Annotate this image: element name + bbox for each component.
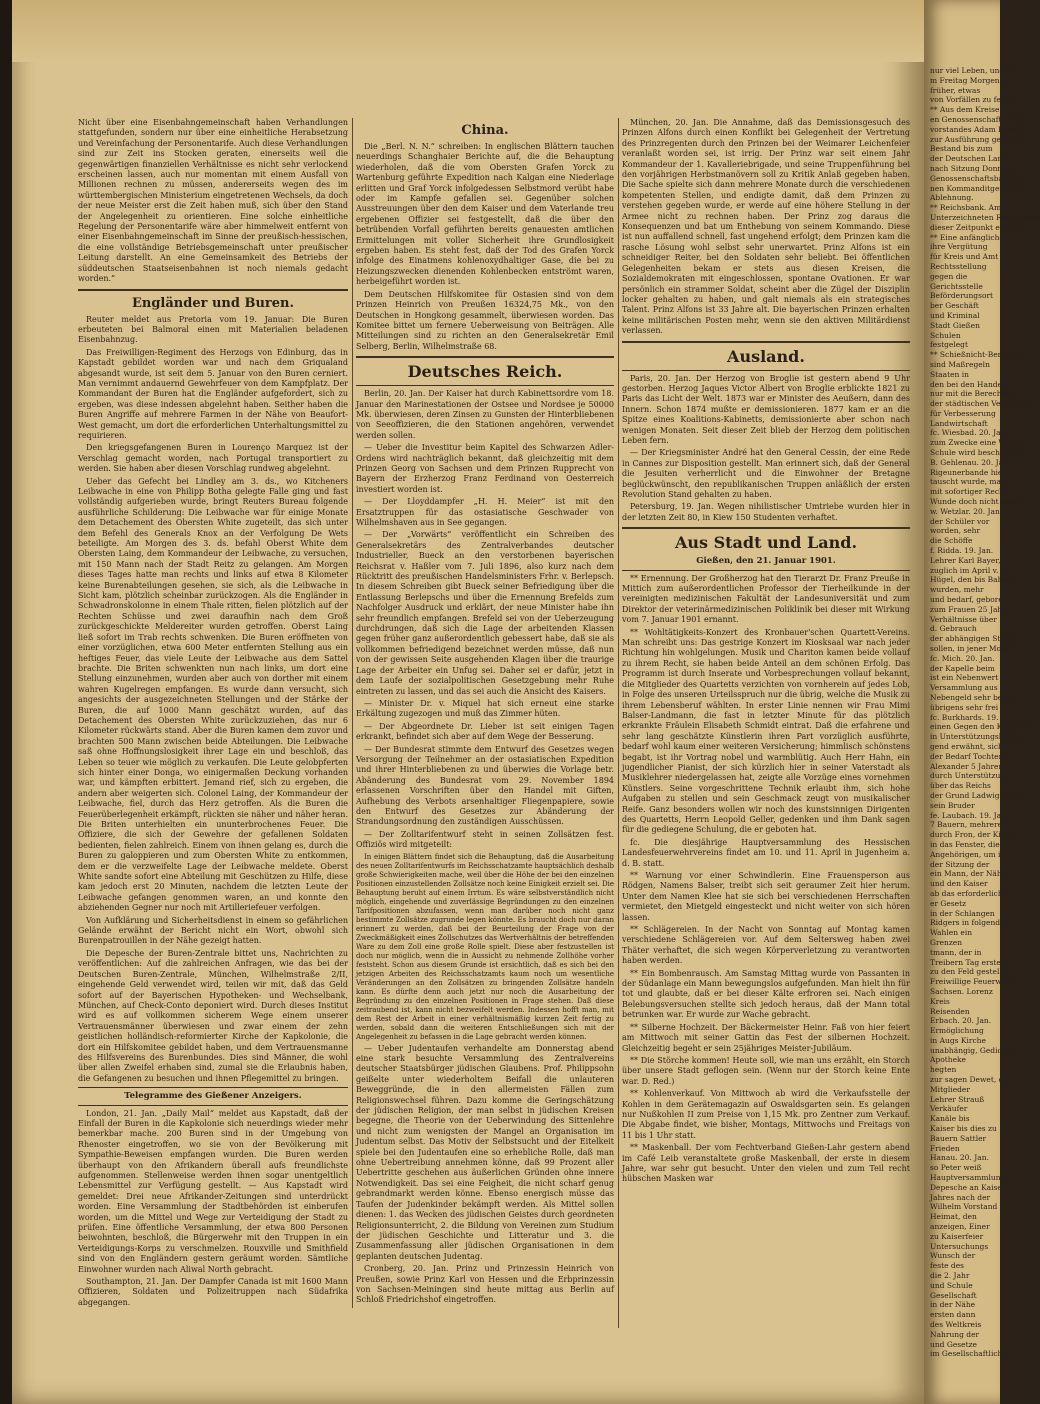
adjacent-page-strip	[924, 0, 1040, 1404]
adjacent-page-line: in der Nähe	[930, 1300, 976, 1310]
adjacent-page-line: der Bedarf Tochtern	[930, 751, 1008, 761]
reich-paragraph: — Minister Dr. v. Miquel hat sich erneut eine starke Erkältung zugezogen und muß das Zimmer hüten.	[356, 698, 614, 719]
china-paragraph: Dem Deutschen Hilfskomitee für Ostasien sind von dem Prinzen Heinrich von Preußen 16324,75 Mk., von den Deutschen in Hongkong gesammelt, überwiesen worden. Das Komitee bittet um fernere Ueberweisung von Beiträgen. Alle Mitteilungen sind zu richten an den Generalsekretär Emil Selberg, Berlin, Wilhelmstraße 68.	[356, 289, 614, 351]
adjacent-page-line: vorstandes Adam Donner	[930, 124, 1027, 134]
binding-gutter	[0, 0, 12, 1404]
adjacent-page-line: ** Eine anfängliche	[930, 232, 1004, 242]
heading-ausland: Ausland.	[727, 346, 805, 366]
adjacent-page-line: sind Maßregeln	[930, 359, 990, 369]
local-paragraph: ** Ein Bombenrausch. Am Samstag Mittag wurde von Passanten in der Südanlage ein Mann bewegungslos aufgefunden. Man hielt ihn für tot und glaubte, daß er bei dieser Kälte erfroren sei. Nach einigen Belebungsversuchen stellte sich jedoch heraus, daß der Mann total betrunken war. Er wurde zur Wache gebracht.	[622, 968, 910, 1020]
adjacent-page-line: von Vorfällen zu feiern.	[930, 95, 1019, 105]
adjacent-page-line: Rigeunerbande hier	[930, 467, 1006, 477]
adjacent-page-line: einen Gegen den Kaufmann	[930, 722, 1036, 732]
adjacent-page-line: den bei den Handelsk.	[930, 379, 1016, 389]
column-middle	[356, 118, 614, 1320]
section-divider	[78, 289, 348, 291]
adjacent-page-line: Wilhelm Vorstand	[930, 1202, 998, 1212]
adjacent-page-line: Rechtsstellung	[930, 261, 987, 271]
reich-paragraph: — Der Bundesrat stimmte dem Entwurf des Gesetzes wegen Versorgung der Teilnehmer an der ostasiatischen Expedition und ihrer Hinterbliebenen zu und überwies die Vorlage betr. Abänderung des Bundesrat vom 29. November 1894 erlassenen Vorschriften über den Handel mit Giften, Aufhebung des Verbots arsenhaltiger Fliegenpapiere, sowie den Entwurf des Gesetzes zur Abänderung der Strandungsordnung den zuständigen Ausschüssen.	[356, 744, 614, 827]
column-rule-1	[352, 118, 353, 1308]
adjacent-page-line: Heimat, den	[930, 1212, 977, 1222]
adjacent-page-line: Verhältnisse über	[930, 614, 997, 624]
adjacent-page-line: und Gesetze	[930, 1339, 977, 1349]
adjacent-page-line: nur viel Leben, und da	[930, 66, 1016, 75]
adjacent-page-line: ist ein Nebenwert	[930, 673, 999, 683]
heading-telegramme: Telegramme des Gießener Anzeigers.	[124, 1091, 302, 1102]
adjacent-page-line: Gesellschaft	[930, 1290, 977, 1300]
adjacent-page-line: Wunde doch nicht mehr	[930, 497, 1022, 507]
adjacent-page-line: durch Fron, der Kirche	[930, 830, 1018, 840]
adjacent-page-line: die Schöffe	[930, 536, 973, 546]
adjacent-page-line: und Kriminal	[930, 310, 980, 320]
adjacent-page-line: der städtischen Verwaltung	[930, 399, 1035, 409]
section-divider	[622, 341, 910, 343]
adjacent-page-line: f. Ridda. 19. Jan.	[930, 546, 994, 556]
adjacent-page-line: Treibern Tag erstellt	[930, 957, 1009, 967]
adjacent-page-line: Freiwillige Feuerwehr	[930, 977, 1015, 987]
adjacent-page-line: unabhängig, Gedichts	[930, 1045, 1014, 1055]
adjacent-page-line: Hanau. 20. Jan.	[930, 1153, 989, 1163]
adjacent-page-line: fc. Burkhards. 19.	[930, 712, 999, 722]
zolltarif-quote: In einigen Blättern findet sich die Behauptung, daß die Ausarbeitung des neuen Zolltarifentwurfs im Reichsschatzamte hauptsächlich deshalb große Schwierigkeiten mache, weil über die Höhe der bei den einzelnen Positionen einzustellenden Zollsätze noch keine Einigkeit erzielt sei. Die Behauptung beruht auf einem Irrtum. Es wäre selbstverständlich nicht möglich, eingehende und zuverlässige Begründungen zu den einzelnen Tarifpositionen abzufassen, wenn man darüber noch nicht ganz bestimmte Zollsätze zugrunde legen könnte. Es braucht doch nur daran erinnert zu werden, daß bei der Beurteilung der Frage von der Zweckmäßigkeit eines Zollschutzes das Wertverhältnis der betreffenden Ware zu dem Zoll eine große Rolle spielt. Diese aber festzustellen ist doch nur möglich, wenn die in Aussicht zu nehmende Zollhöhe vorher feststeht. Schon aus diesem Grunde ist ersichtlich, daß es sich bei den jetzigen Arbeiten des Reichsschatzamts kaum noch um wesentliche Veränderungen an den Zollsätzen zu bringenden Zollsätze handeln kann. Es dürfte denn auch jetzt nur noch die Ausarbeitung der Begründung zu den einzelnen Positionen in Frage stehen. Daß diese zeitraubend ist, kann nicht bezweifelt werden. Indessen hofft man, mit dem Rest der Arbeit in einer verhältnismäßig kurzen Zeit fertig zu werden, sobald dann die weiteren Entschließungen sich mit der Angelegenheit zu befassen in die Lage gebracht werden können.	[356, 852, 614, 1041]
adjacent-page-line: der Sitzung der	[930, 859, 990, 869]
adjacent-page-line: mit sofortiger Reche	[930, 487, 1009, 497]
adjacent-page-line: sein Bruder	[930, 800, 975, 810]
buren-paragraph: Von Aufklärung und Sicherheitsdienst in einem so gefährlichen Gelände erwähnt der Bericht nicht ein Wort, obwohl sich Burenpatrouillen in der Nähe gezeigt hatten.	[78, 915, 348, 946]
adjacent-page-line: übrigens sehr frei	[930, 702, 999, 712]
adjacent-page-line: tmann, der in	[930, 947, 982, 957]
section-divider	[78, 1105, 348, 1106]
local-paragraph: ** Maskenball. Der vom Fechtverband Gießen-Lahr gestern abend im Café Leib veranstaltete große Maskenball, der erste in diesem Jahre, war sehr gut besucht. Unter den vielen und zum Teil recht hübschen Masken war	[622, 1143, 910, 1184]
adjacent-page-line: Ridgers in folgenden	[930, 918, 1010, 928]
heading-deutsches-reich: Deutsches Reich.	[407, 362, 563, 382]
reich-paragraph: — Der „Vorwärts“ veröffentlicht ein Schreiben des Generalsekretärs des Zentralverbandes deutscher Industrieller, Bueck an den verstorbenen bayerischen Reichsrat v. Haßler vom 7. Juli 1896, also kurz nach dem Rücktritt des preußischen Handelsministers Frhr. v. Berlepsch. In diesem Schreiben gibt Bueck seiner Befriedigung über die Entlassung Berlepschs und über die Ernennung Brefelds zum Nachfolger Ausdruck und erklärt, der neue Minister habe ihn sehr freundlich empfangen. Brefeld sei von der Ueberzeugung durchdrungen, daß sich die Lage der arbeitenden Klassen gegen früher ganz außerordentlich gebessert habe, daß sie als vollkommen befriedigend bezeichnet werden müsse, daß nun von der gewissen Seite ausgehenden Klagen über die traurige Lage der Arbeiter ein Unfug sei. Daher sei er dafür, jetzt in dem Laufe der sozialpolitischen Gesetzgebung mehr Ruhe eintreten zu lassen, und das sei auch die Ansicht des Kaisers.	[356, 530, 614, 696]
local-paragraph: ** Die Störche kommen! Heute soll, wie man uns erzählt, ein Storch über unsere Stadt geflogen sein. (Wenn nur der Storch keine Ente war. D. Red.)	[622, 1055, 910, 1086]
adjacent-page-line: Wunsch der	[930, 1251, 976, 1261]
adjacent-page-line: ** Schießnicht-Berechtig.	[930, 350, 1028, 360]
adjacent-page-line: nach Sitzung Donners	[930, 163, 1015, 173]
adjacent-page-line: worden, sehr	[930, 526, 981, 536]
ausland-paragraph: Petersburg, 19. Jan. Wegen nihilistischer Umtriebe wurden hier in der letzten Zeit 80, in Kiew 150 Studenten verhaftet.	[622, 502, 910, 522]
adjacent-page-line: zu den Feld gestellt	[930, 967, 1005, 977]
adjacent-page-line: Bestand bis zum	[930, 144, 993, 154]
adjacent-page-line: Kanäle bis	[930, 1114, 970, 1124]
buren-paragraph: Reuter meldet aus Pretoria vom 19. Januar: Die Buren erbeuteten bei Balmoral einen mit Materialien beladenen Eisenbahnzug.	[78, 314, 348, 345]
adjacent-page-line: der abhängigen Streng.	[930, 634, 1021, 644]
adjacent-page-line: für Verbesserung	[930, 408, 996, 418]
ausland-paragraph: — Der Kriegsminister André hat den General Cessin, der eine Rede in Cannes zur Disposition gestellt. Man erinnert sich, daß der General die Jesuiten verherrlicht und die Einwohner der Bretagne beglückwünscht, den republikanischen Truppen anläßlich der ersten Revolution Stand gehalten zu haben.	[622, 448, 910, 499]
adjacent-page-line: Verkäufer	[930, 1104, 968, 1114]
local-paragraph: ** Wohltätigkeits-Konzert des Kronbauer'schen Quartett-Vereins. Man schreibt uns: Das gestrige Konzert im Kiosksaal war nach jeder Richtung hin wohlgelungen. Musik und Chariton kamen beide vollauf zu ihrem Recht, sie haben beide Anteil an dem schönen Erfolg. Das Programm ist durch Inserate und Vorbesprechungen vollauf bekannt, die Mitglieder des Quartetts verzichten von vornherein auf jedes Lob, in Folge des unseren Urteilsspruch nur die übrig, welche die Musik zu ihrem Lebensberuf wählten. In erster Linie nennen wir Frau Mimi Balser-Landmann, die fast in letzter Minute für das plötzlich erkrankte Fräulein Elisabeth Schmidt eintrat. Daß die erfahrene und sehr lang geschätzte Künstlerin ihren Part vorzüglich ausführte, bedarf wohl kaum einer weiteren Versicherung; himmlisch schönstens begabt, ist ihr Vortrag nobel und warmblütig. Auch Herr Hahn, ein jugendlicher Pianist, der sich kürzlich hier in seiner Vaterstadt als Musiklehrer niedergelassen hat, zeigte alle Vorzüge eines vornehmen Künstlers. Seine vorgeschrittene Technik erlaubt ihm, sich hohe Aufgaben zu stellen und sein Geschmack zeugt von musikalischer Reife. Ganz besonders wollen wir noch des kunstsinnigen Dirigenten des Quartetts, Herrn Leopold Geller, gedenken und ihm Dank sagen für die gediegene Schulung, die er geboten hat.	[622, 627, 910, 835]
adjacent-page-line: Erbach. 20. Jan.	[930, 1016, 992, 1026]
adjacent-page-line: zu Kaiserfeier	[930, 1231, 984, 1241]
local-paragraph: ** Kohlenverkauf. Von Mittwoch ab wird die Verkaufsstelle der Kohlen in dem Gerätemagazin auf Oswaldsgarten sein. Es gelangen nur Nußkohlen II zum Preise von 1,15 Mk. pro Zentner zum Verkauf. Die Abgabe findet, wie bisher, Montags, Mittwochs und Freitags von 11 bis 1 Uhr statt.	[622, 1089, 910, 1140]
adjacent-page-line: Ablehnung.	[930, 193, 974, 203]
adjacent-page-line: der Kapelle beim	[930, 663, 995, 673]
adjacent-page-line: Landwirtschaft	[930, 418, 988, 428]
muenchen-paragraph: München, 20. Jan. Die Annahme, daß das Demissionsgesuch des Prinzen Alfons durch einen Konflikt bei Gelegenheit der Vertretung des Prinzregenten durch den Prinzen bei der Weimarer Leichenfeier veranlaßt worden sei, ist irrig. Der Prinz war seit einem Jahr Kommandeur der 1. Kavalleriebrigade, und seine Truppenführung bei den vorjährigen Herbstmanövern soll zu Kritik Anlaß gegeben haben. Die Sache spielte sich dann mehrere Monate durch die verschiedenen kompetenten Stellen, und endigte damit, daß dem Prinzen zu verstehen gegeben wurde, er werde auf eine höhere Stellung in der Armee nicht zu rechnen haben. Der Prinz zog daraus die Konsequenzen und bat um Enthebung von seinem Kommando. Diese ist nun auffallend schnell, fast ungehend erfolgt; dem Prinzen kam die rasche Lösung wohl selbst sehr unerwartet. Prinz Alfons ist ein schneidiger Reiter, bei den Soldaten sehr beliebt. Bei öffentlichen Gelegenheiten bekam er stets aus diesen Kreisen, die Sozialdemokraten mit eingeschlossen, spontane Ovationen. Er war persönlich ein strammer Soldat, scheint aber die Zügel der Disziplin locker gehalten zu haben, und galt niemals als ein strategisches Talent. Prinz Alfons ist 33 Jahre alt. Die bayerischen Prinzen erhalten keine militärischen Posten mehr, wenn sie den aktiven Militärdienst verlassen.	[622, 118, 910, 336]
china-paragraph: Die „Berl. N. N.“ schreiben: In englischen Blättern tauchen neuerdings Schanghaier Berichte auf, die die Behauptung wiederholen, daß die vom Obersten Grafen Yorck zu Wartenburg geführte Expedition nach Kalgan eine Niederlage erlitten und Graf Yorck infolgedessen Selbstmord verübt habe oder im Kampfe gefallen sei. Gegenüber solchen Ausstreuungen über den dem Kaiser und dem Vaterlande treu ergebenen Offizier sei festgestellt, daß die über den betrübenden Vorfall geführten bereits genauesten amtlichen Ermittelungen mit voller Sicherheit ihre Grundlosigkeit ergeben haben. Es steht fest, daß der Tod des Grafen Yorck infolge des Einatmens kohlenoxydhaltiger Gase, die bei zu Heizungszwecken dienenden Kohlenbecken entströmt waren, herbeigeführt worden ist.	[356, 142, 614, 287]
adjacent-page-line: Depesche an Kaiser	[930, 1182, 1006, 1192]
adjacent-page-line: Wahlen ein	[930, 928, 973, 938]
adjacent-page-text	[930, 66, 1040, 1359]
adjacent-page-line: fc. Wiesbad. 20. Jan.	[930, 428, 1008, 438]
section-divider	[356, 385, 614, 386]
column-left	[78, 118, 348, 1307]
adjacent-page-line: Kaiser bis dies zu	[930, 1124, 997, 1134]
adjacent-page-line: Frieden	[930, 1143, 960, 1153]
adjacent-page-line: Reisenden	[930, 1006, 970, 1016]
adjacent-page-line: in das Fenster, die	[930, 839, 1000, 849]
adjacent-page-line: Genossenschaftsbank in	[930, 173, 1022, 183]
adjacent-page-line: Stadt Gießen	[930, 320, 980, 330]
adjacent-page-line: Ermöglichung	[930, 1026, 984, 1036]
adjacent-page-line: ber Geschäft	[930, 301, 979, 311]
adjacent-page-line: ersten dann	[930, 1310, 976, 1320]
adjacent-page-line: festgelegt	[930, 340, 968, 350]
adjacent-page-line: zum Frauen 25 Jahre	[930, 604, 1011, 614]
adjacent-page-line: Jahres nach der	[930, 1192, 991, 1202]
adjacent-page-line: ihre Vergütung	[930, 242, 988, 252]
adjacent-page-line: für Kreis und Amt	[930, 252, 999, 262]
buren-paragraph: Die Depesche der Buren-Zentrale bittet uns, Nachrichten zu veröffentlichen: Auf die zahlreichen Anfragen, wie das bei der Deutschen Buren-Zentrale, München, Wilhelmstraße 2/II, eingehende Geld verwendet wird, teilen wir mit, daß das Geld sofort auf der Bayerischen Hypotheken- und Wechselbank, München, auf Check-Conto deponiert wird. Durch dieses Institut wird es auf vollkommen sicherem Wege einem unserer Vertrauensmänner überwiesen und zwar einem der zehn geistlichen holländisch-reformierter Kirche der Kapkolonie, die dort ein Hilfskomitee gebildet haben, und dem Vertrauensmanne des Hilfsvereins des Burenbundes. Dies sind Männer, die wohl über allen Zweifel erhaben sind, zumal sie die Erlaubnis haben, die Gefangenen zu besuchen und ihnen Pflegemittel zu bringen.	[78, 948, 348, 1083]
adjacent-page-line: wurden, mehr	[930, 585, 984, 595]
adjacent-page-line: fe. Laubach. 19. Jan.	[930, 810, 1009, 820]
adjacent-page-line: Schule wird beschäftigt	[930, 448, 1021, 458]
adjacent-page-line: en Genossenschafts-Vorst.	[930, 114, 1030, 124]
adjacent-page-line: Unterzeichneten Reichsbank	[930, 212, 1040, 222]
buren-paragraph: Den kriegsgefangenen Buren in Lourenço Marquez ist der Verschlag gemacht worden, nach Portugal transportiert zu werden. Sie haben aber diesen Vorschlag rundweg abgelehnt.	[78, 443, 348, 474]
article-railway-intro: Nicht über eine Eisenbahngemeinschaft haben Verhandlungen stattgefunden, sondern nur über eine einheitliche Herabsetzung und Vereinfachung der Personentarife. Auch diese Verhandlungen sind zur Zeit ins Stocken geraten, einerseits weil die gegenwärtigen finanziellen Verhältnisse es nicht sehr verlockend erscheinen lassen, auch nur momentan mit einem Ausfall von Millionen rechnen zu müssen, andererseits wegen des im württembergischen Ministerium eingetretenen Wechsels, da doch der neue Meister erst die Zeit haben muß, sich über den Stand der Angelegenheit zu orientieren. Eine solche einheitliche Regelung der Personentarife wäre aber himmelweit entfernt von einer Eisenbahngemeinschaft im Sinne der preußisch-hessischen, die eine vollständige Betriebsgemeinschaft unter preußischer Leitung darstellt. An eine Gemeinsamkeit des Betriebs der süddeutschen Staatseisenbahnen ist noch niemals gedacht worden.“	[78, 118, 348, 284]
adjacent-page-line: und bedarf, geborene	[930, 595, 1013, 605]
adjacent-page-line: Mitglieder	[930, 1084, 970, 1094]
ausland-paragraph: Paris, 20. Jan. Der Herzog von Broglie ist gestern abend 9 Uhr gestorben. Herzog Jaques Victor Albert von Broglie erblickte 1821 zu Paris das Licht der Welt. 1873 war er Minister des Aeußern, dann des Innern. Schon 1874 mußte er demissionieren. 1877 kam er an die Spitze eines Koalitions-Kabinetts, demissionierte aber schon nach wenigen Monaten. Seit dieser Zeit blieb der Herzog dem politischen Leben fern.	[622, 373, 910, 445]
adjacent-page-line: Beförderungsort	[930, 291, 994, 301]
local-paragraph: ** Warnung vor einer Schwindlerin. Eine Frauensperson aus Rödgen, Namens Balser, treibt sich seit geraumer Zeit hier herum. Unter dem Namen Klee hat sie sich bei verschiedenen Herrschaften vermietet, den Mietgeld eingesteckt und nicht weiter von sich hören lassen.	[622, 871, 910, 922]
adjacent-page-line: er Gesetz	[930, 898, 967, 908]
reich-paragraph: — Der Abgeordnete Dr. Lieber ist seit einigen Tagen erkrankt, befindet sich aber auf dem Wege der Besserung.	[356, 721, 614, 742]
adjacent-page-line: und Schule	[930, 1280, 973, 1290]
local-paragraph: ** Silberne Hochzeit. Der Bäckermeister Heinr. Faß von hier feiert am Mittwoch mit seiner Gattin das Fest der silbernen Hochzeit. Gleichzeitig begeht er sein 25jähriges Meister-Jubiläum.	[622, 1022, 910, 1053]
adjacent-page-line: tauscht wurde, man	[930, 477, 1006, 487]
adjacent-page-line: B. Gehlenau. 20. Jan.	[930, 457, 1011, 467]
adjacent-page-line: gegen die	[930, 271, 968, 281]
adjacent-page-line: der Grund Ladwig Kaiser	[930, 790, 1027, 800]
adjacent-page-line: zuglich im April v. J.	[930, 565, 1006, 575]
adjacent-page-line: so Peter weiß	[930, 1163, 982, 1173]
adjacent-page-line: der Schüler vor	[930, 516, 990, 526]
adjacent-page-line: nen Kommanditgesellsch.	[930, 183, 1028, 193]
reich-paragraph: — Der Zolltarifentwurf steht in seinen Zollsätzen fest. Offiziös wird mitgeteilt:	[356, 829, 614, 850]
adjacent-page-line: die 2. Jahr	[930, 1271, 970, 1281]
adjacent-page-line: Versammlung aus	[930, 683, 998, 693]
adjacent-page-line: Hauptversammlung	[930, 1173, 1006, 1183]
adjacent-page-line: Angehörigen, um in	[930, 849, 1006, 859]
dateline: Gießen, den 21. Januar 1901.	[696, 556, 836, 567]
local-paragraph: ** Schlägereien. In der Nacht von Sonntag auf Montag kamen verschiedene Schlägereien vor. Auf dem Seltersweg haben zwei Thäter verhaftet, die sich wegen Körperverletzung zu verantworten haben werden.	[622, 925, 910, 966]
section-divider	[622, 570, 910, 571]
adjacent-page-line: 7 Bauern, mehrere	[930, 820, 1003, 830]
reich-paragraph: Berlin, 20. Jan. Der Kaiser hat durch Kabinettsordre vom 18. Januar den Marinestationen der Ostsee und Nordsee je 50000 Mk. überwiesen, deren Zinsen zu Gunsten der Hinterbliebenen von Seeoffizieren, die den Stationen angehören, verwendet werden sollen.	[356, 389, 614, 440]
adjacent-page-line: Kreis	[930, 996, 950, 1006]
telegram-london: London, 21. Jan. „Daily Mail“ meldet aus Kapstadt, daß der Einfall der Buren in die Kapkolonie sich neuerdings wieder mehr bemerkbar mache. 200 Buren sind in der Umgebung von Rhenoster eingetroffen, wo sie von der Bevölkerung mit Sympathie-Beweisen empfangen wurden. Die Buren werden überhaupt von den Afrikandern überall aufs freundlichste aufgenommen. Stellenweise werden ihnen sogar unentgeltlich Lebensmittel zur Verfügung gestellt. — Aus Kapstadt wird gemeldet: Drei neue Afrikander-Zeitungen sind unterdrückt worden. Eine Versammlung der Stadtbehörden ist einberufen worden, um die Mittel und Wege zur Verteidigung der Stadt zu prüfen. Eine öffentliche Versammlung, der etwa 800 Personen beiwohnten, beschloß, die Bürgerwehr mit den Truppen in ein Verteidigungs-Korps zu verschmelzen. Rouxville und Smithfield sind von den Engländern gestern geräumt worden. Sämtliche Einwohner wurden nach Aliwal North gebracht.	[78, 1108, 348, 1274]
page-top-edge	[12, 0, 924, 62]
buren-paragraph: Das Freiwilligen-Regiment des Herzogs von Edinburg, das in Kapstadt gebildet worden war und nach dem Griqualand abgesandt wurde, ist seit dem 5. Januar von den Buren cerniert. Man vernimmt andauernd Gewehrfeuer von dem Kampfplatz. Der Kommandant der Buren hat die Engländer aufgefordert, sich zu ergeben, was diese indessen abgelehnt haben. Seither haben die Buren Angriffe auf mehrere Farmen in der Nähe von Beaufort-West gemacht, um dort die erforderlichen Unterhaltungsmittel zu requirieren.	[78, 347, 348, 440]
reich-paragraph: — Der Lloyddampfer „H. H. Meier“ ist mit den Ersatztruppen für das ostasiatische Geschwader von Wilhelmshaven aus in See gegangen.	[356, 497, 614, 527]
section-divider	[78, 1087, 348, 1088]
adjacent-page-line: Lehrer Karl Bayer, der	[930, 555, 1016, 565]
adjacent-page-line: Sachsen. Lorenz	[930, 986, 993, 996]
adjacent-page-line: Grenzen	[930, 937, 963, 947]
adjacent-page-line: m Freitag Morgen an	[930, 75, 1012, 85]
reich-paragraph: — Ueber die Investitur beim Kapitel des Schwarzen Adler-Ordens wird nachträglich bekannt, daß gleichzeitig mit dem Prinzen Georg von Sachsen und dem Prinzen Rupprecht von Bayern der Erzherzog Franz Ferdinand von Oesterreich investiert worden ist.	[356, 443, 614, 494]
adjacent-page-line: ** Reichsbank. Am	[930, 203, 1002, 213]
adjacent-page-line: Schulen	[930, 330, 961, 340]
adjacent-page-line: Apotheke	[930, 1055, 966, 1065]
adjacent-page-line: durch Unterstützung	[930, 771, 1010, 781]
section-divider	[622, 370, 910, 371]
adjacent-page-line: anzeigen, Einer	[930, 1222, 990, 1232]
adjacent-page-line: gend erwähnt, sich	[930, 741, 1003, 751]
heading-china: China.	[461, 123, 509, 138]
adjacent-page-line: sollen, in jener Monst	[930, 644, 1013, 654]
heading-aus-stadt-und-land: Aus Stadt und Land.	[674, 533, 858, 553]
local-paragraph: ** Ernennung. Der Großherzog hat den Tierarzt Dr. Franz Preuße in Mittich zum außerordentlichen Professor der Tierheilkunde in der vereinigten medizinischen Fakultät der Landesuniversität und zum Direktor der veterinärmedizinischen Poliklinik bei dieser mit Wirkung vom 7. Januar 1901 ernannt.	[622, 573, 910, 625]
adjacent-page-line: ab das erforderliche	[930, 888, 1008, 898]
adjacent-page-line: fc. Mich. 20. Jan.	[930, 653, 995, 663]
reich-paragraph: — Ueber Judentaufen verhandelte am Donnerstag abend eine stark besuchte Versammlung des Zentralvereins deutscher Staatsbürger jüdischen Glaubens. Prof. Philippsohn geißelte unter wiederholtem Beifall die unlauteren Beweggründe, die in den allermeisten Fällen zum Religionswechsel führen. Dazu komme die Geringschätzung der jüdischen Religion, der man selbst in jüdischen Kreisen begegne, die Theorie von der Ueberwindung des Sittenlehre und nicht zum wenigsten der Mangel an Organisation im Judentum selbst. Das Motiv der Selbstsucht und der Eitelkeit spiele bei den Judentaufen eine so erhebliche Rolle, daß man ohne Uebertreibung annehmen könne, daß 99 Prozent aller Uebertritte geschehen aus äußerlichen Gründen ohne innere Notwendigkeit. Das sei eine Feigheit, die nicht scharf genug gebrandmarkt werden könne. Ebenso energisch müsse das Taufen der Judenkinder bekämpft werden. Als Mittel sollen dienen: 1. das Wecken des jüdischen Geistes durch geordneten Religionsunterricht, 2. die Bildung von Vereinen zum Studium der jüdischen Geschichte und Litteratur und 3. die Zusammenfassung aller jüdischen Organisationen in dem geplanten deutschen Judentag.	[356, 1043, 614, 1261]
adjacent-page-line: zum Zwecke eine Wasser	[930, 438, 1026, 448]
buren-paragraph: Ueber das Gefecht bei Lindley am 3. ds., wo Kitcheners Leibwache in eine von Philipp Botha gelegte Falle ging und fast vollständig aufgerieben wurde, bringt Reuters Bureau folgende ausführliche Schilderung: Die Leibwache war für einige Monate dem Detachement des Obersten White zugeteilt, das sich unter dem Befehl des Generals Knox an der Verfolgung De Wets beteiligte. Am Morgen des 3. ds. befahl Oberst White dem Obersten Laing, dem Kommandeur der Leibwache, zu versuchen, mit 150 Mann nach der Stadt Reitz zu gelangen. Am Morgen dieses Tages hatte man rechts und links auf etwa 8 Kilometer keine Burenabteilungen gesehen, sie sich, als die Leibwache in Sicht kam, plötzlich scheinbar zurückzogen. Als die Engländer in Schwadronskolonne in einem Thale ritten, fielen plötzlich auf der Rechten Schüsse und zwei daraufhin nach dem Groß zurückgeschickte Meldereiter wurden getroffen. Oberst Laing ließ sofort im Trab rechts schwenken. Die Buren eröffneten von einer vorzüglichen, etwa 600 Meter entfernten Stellung aus ein heftiges Feuer, das viele Leute der Leibwache aus dem Sattel brachte. Die Briten schwenkten nun nach links, um dort eine Stellung einzunehmen, wurden aber auch von dorther mit einem wahren Kugelregen empfangen. Es wurde dann versucht, sich angesichts der ausgezeichneten Stellungen und der Stärke der Buren, die auf 1000 Mann geschätzt wurden, auf das Detachement des Obersten White zurückzuziehen, das nur 6 Kilometer rückwärts stand. Aber die Buren kamen dem zuvor und brachten 500 Mann zwischen beide Abteilungen. Die Leibwache saß ohne Hoffnungslosigkeit ihrer Lage ein und beschloß, das Leben so teuer wie möglich zu verkaufen. Die Leute gelobpferten sich hinter einer Donga, wo einigermaßen Deckung vorhanden war, und kämpften erbittert. Jemand rief, sich zu ergeben, die andern aber weigerten sich. Colonel Laing, der Kommandeur der Leibwache, fiel, durch das Herz getroffen. Als die Buren die Feuerüberlegenheit erkämpft, rückten sie näher und näher heran. Die Briten unterhielten ein ununterbrochenes Feuer. Die Offiziere, die sich der Gewehre der gefallenen Soldaten bedienten, fielen zahlreich. Einem von ihnen gelang es, durch die Buren zu galoppieren und zum Obersten White zu entkommen, dem er die verzweifelte Lage der Leibwache meldete. Oberst White sandte sofort eine Abteilung mit Geschützen zu Hilfe, diese kam jedoch erst 20 Minuten, nachdem die letzten Leute der Leibwache gefangen genommen waren, an und konnte den abziehenden Gegner nur noch mit Artilleriefeuer verfolgen.	[78, 476, 348, 913]
adjacent-page-line: über das Reichs	[930, 781, 991, 791]
adjacent-page-line: im Gesellschaftlichen	[930, 1349, 1012, 1359]
adjacent-page-line: hegten	[930, 1065, 957, 1075]
section-divider	[622, 527, 910, 529]
adjacent-page-line: nur mit die Berechtig.	[930, 389, 1015, 399]
adjacent-page-line: der Deutschen Land-	[930, 154, 1010, 164]
adjacent-page-line: Gerichtsstelle	[930, 281, 983, 291]
adjacent-page-line: Hügel, den bis Bahnen	[930, 575, 1017, 585]
adjacent-page-line: zur Ausführung gelangt.	[930, 134, 1023, 144]
heading-englaender-buren: Engländer und Buren.	[131, 295, 295, 311]
reich-paragraph: Cronberg, 20. Jan. Prinz und Prinzessin Heinrich von Preußen, sowie Prinz Karl von Hessen und die Erbprinzessin von Sachsen-Meiningen sind heute mittag aus Berlin auf Schloß Friedrichshof eingetroffen.	[356, 1264, 614, 1305]
adjacent-page-line: ein Mann, der Nähe	[930, 869, 1007, 879]
adjacent-page-line: in Unterstützungsbezug	[930, 732, 1022, 742]
adjacent-page-line: d. Gebrauch	[930, 624, 977, 634]
adjacent-page-line: und den Kaiser	[930, 879, 988, 889]
telegram-southampton: Southampton, 21. Jan. Der Dampfer Canada ist mit 1600 Mann Offizieren, Soldaten und Polizeitruppen nach Südafrika abgegangen.	[78, 1277, 348, 1307]
local-paragraph: fc. Die diesjährige Hauptversammlung des Hessischen Landesfeuerwehrvereins findet am 10. und 11. April in Jugenheim a. d. B. statt.	[622, 837, 910, 868]
adjacent-page-line: w. Wetzlar. 20. Jan.	[930, 506, 1003, 516]
adjacent-page-line: zur sagen Dewet, en	[930, 1075, 1008, 1085]
adjacent-page-line: Untersuchungs	[930, 1241, 989, 1251]
adjacent-page-line: Nebengeld sehr bereit	[930, 693, 1016, 702]
adjacent-page-line: früher, etwas	[930, 85, 981, 95]
adjacent-page-line: dieser Zeitpunkt erreicht	[930, 222, 1026, 232]
adjacent-page-line: Alexander 5 Jahren	[930, 761, 1004, 771]
adjacent-page-line: Staaten in	[930, 369, 969, 379]
adjacent-page-line: Nahrung der	[930, 1329, 980, 1339]
column-rule-2	[618, 118, 619, 1328]
adjacent-page-line: ** Aus dem Kreise	[930, 105, 1000, 115]
column-right	[622, 118, 910, 1328]
adjacent-page-line: in Augs Kirche	[930, 1035, 986, 1045]
adjacent-page-line: feste des	[930, 1261, 964, 1271]
adjacent-page-line: Lehrer Strauß	[930, 1094, 985, 1104]
section-divider	[356, 356, 614, 358]
adjacent-page-line: in der Schlangen	[930, 908, 995, 918]
adjacent-page-line: des Weltkreis	[930, 1320, 982, 1329]
adjacent-page-line: Bauern Sattler	[930, 1133, 987, 1143]
